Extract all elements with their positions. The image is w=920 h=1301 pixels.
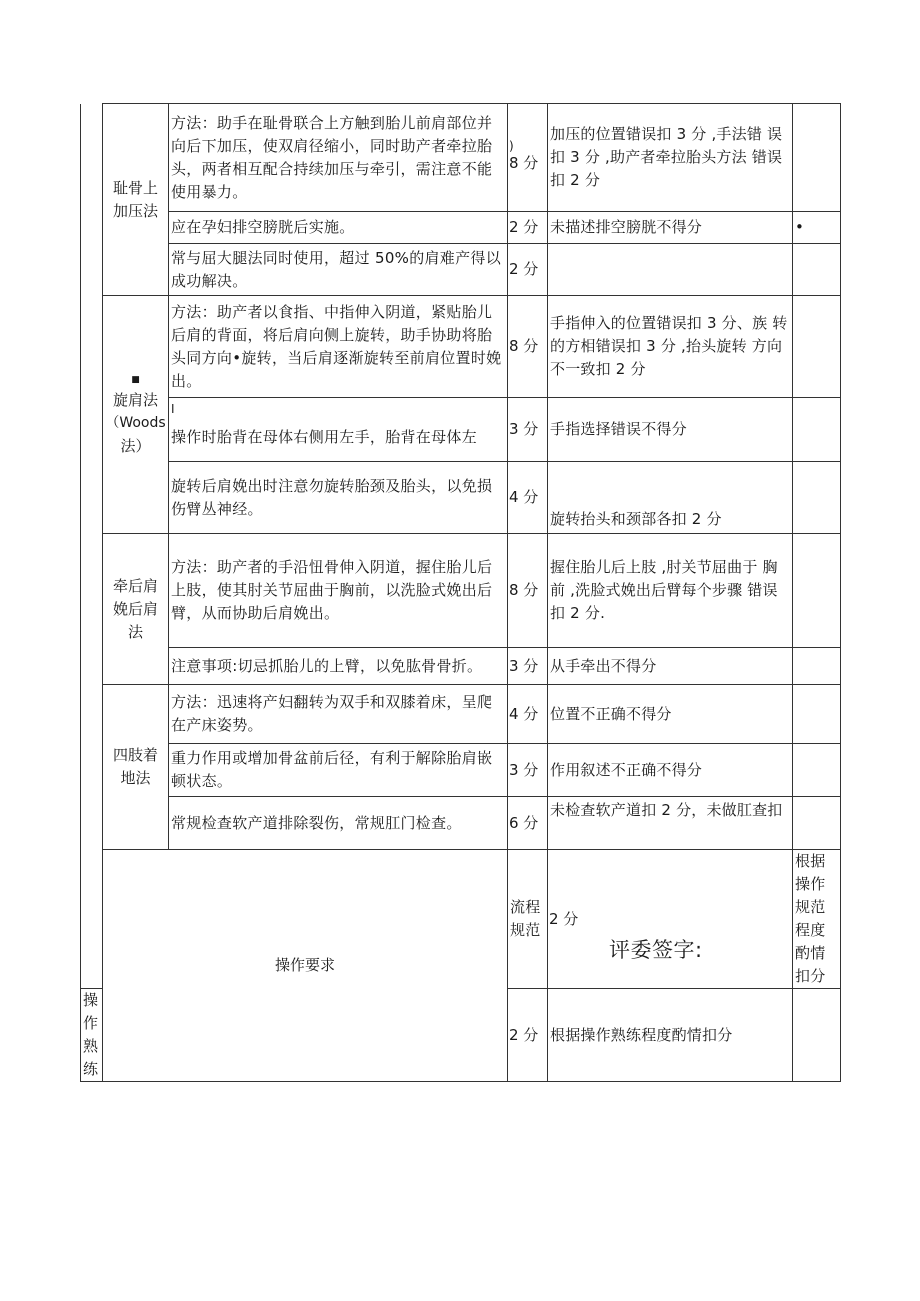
content-cell: 应在孕妇排空膀胱后实施。 xyxy=(169,212,508,244)
method-name-cell xyxy=(103,685,169,850)
score-cell: 6 分 xyxy=(508,797,548,850)
points-cell xyxy=(793,244,841,296)
score-cell: 2 分 xyxy=(508,989,548,1082)
method-name-line: 地法 xyxy=(120,769,151,787)
points-cell xyxy=(793,462,841,534)
method-name-line: 四肢着 xyxy=(112,746,158,764)
points-cell xyxy=(793,212,841,244)
criteria-cell: 加压的位置错误扣 3 分 ,手法错 误扣 3 分 ,助产者牵拉胎头方法 错误扣 2 分 xyxy=(548,104,793,212)
criteria-cell: 未检查软产道扣 2 分，未做肛查扣 xyxy=(548,797,793,850)
score-cell: 3 分 xyxy=(508,744,548,797)
criteria-cell: 握住胎儿后上肢 ,肘关节屈曲于 胸前 ,洗脸式娩出后臂每个步骤 错误扣 2 分. xyxy=(548,534,793,648)
score-value: 8 分 xyxy=(509,154,539,172)
score-cell: 4 分 xyxy=(508,462,548,534)
method-name-line: 娩后肩 xyxy=(112,599,158,618)
method-name-line: 耻骨上 xyxy=(112,178,158,197)
table-row xyxy=(81,462,841,534)
points-cell xyxy=(793,744,841,797)
score-mark: ) xyxy=(509,139,514,153)
content-text: 操作时胎背在母体右侧用左手，胎背在母体左 xyxy=(171,428,478,446)
content-cell: 方法：迅速将产妇翻转为双手和双膝着床，呈爬在产床姿势。 xyxy=(169,685,508,744)
content-cell xyxy=(169,398,508,462)
judge-signature-label: 评委签字: xyxy=(609,938,703,962)
blank-column-cell xyxy=(81,104,103,989)
criteria-cell: 根据操作规范程度酌情扣分 xyxy=(793,850,841,989)
content-cell: 方法：助手在耻骨联合上方触到胎儿前肩部位并向后下加压，使双肩径缩小，同时助产者牵拉胎头，两者相互配合持续加压与牵引，需注意不能使用暴力。 xyxy=(169,104,508,212)
score-cell: 8 分 xyxy=(508,296,548,398)
method-name-cell xyxy=(103,534,169,685)
method-name-line: 旋肩法 xyxy=(112,391,158,409)
points-cell xyxy=(793,685,841,744)
table-row xyxy=(81,296,841,398)
score-cell xyxy=(508,104,548,212)
method-name-line: 牵后肩 xyxy=(112,576,158,595)
content-cell: 常规检查软产道排除裂伤，常规肛门检查。 xyxy=(169,797,508,850)
points-cell xyxy=(793,797,841,850)
content-cell: 方法：助产者的手沿忸骨伸入阴道，握住胎儿后上肢，使其肘关节屈曲于胸前，以洗脸式娩出后臂，从而协助后肩娩出。 xyxy=(169,534,508,648)
score-cell: 2 分 xyxy=(508,212,548,244)
method-name-line: 法） xyxy=(120,437,151,455)
score-cell: 3 分 xyxy=(508,398,548,462)
points-cell xyxy=(793,648,841,685)
content-cell: 旋转后肩娩出时注意勿旋转胎颈及胎头，以免损伤臂丛神经。 xyxy=(169,462,508,534)
table-row xyxy=(81,797,841,850)
table-row xyxy=(81,685,841,744)
method-name-cell xyxy=(103,296,169,534)
score-cell: 2 分 xyxy=(508,244,548,296)
score-cell: 3 分 xyxy=(508,648,548,685)
table-row xyxy=(81,744,841,797)
criteria-cell xyxy=(548,244,793,296)
content-cell: 注意事项:切忌抓胎儿的上臂，以免肱骨骨折。 xyxy=(169,648,508,685)
table-row xyxy=(81,534,841,648)
score-cell: 2 分 xyxy=(548,850,793,989)
table-row xyxy=(81,104,841,212)
content-cell: 操作熟练 xyxy=(81,989,103,1082)
criteria-cell: 手指选择错误不得分 xyxy=(548,398,793,462)
points-cell xyxy=(793,104,841,212)
criteria-cell: 位置不正确不得分 xyxy=(548,685,793,744)
content-cell: 常与屈大腿法同时使用，超过 50%的肩难产得以成功解决。 xyxy=(169,244,508,296)
method-name-line: 法 xyxy=(127,622,143,641)
content-cell: 重力作用或增加骨盆前后径，有利于解除胎肩嵌顿状态。 xyxy=(169,744,508,797)
method-name-line: （Woods xyxy=(105,415,166,431)
content-cell: 方法：助产者以食指、中指伸入阴道，紧贴胎儿后肩的背面，将后肩向侧上旋转，助手协助将胎头同方向•旋转，当后肩逐渐旋转至前肩位置时娩出。 xyxy=(169,296,508,398)
table-row xyxy=(81,244,841,296)
method-name-cell xyxy=(103,104,169,296)
criteria-cell: 手指伸入的位置错误扣 3 分、族 转的方相错误扣 3 分 ,抬头旋转 方向不一致扣 2 分 xyxy=(548,296,793,398)
scoring-table xyxy=(80,103,841,1082)
points-cell xyxy=(793,296,841,398)
score-cell: 8 分 xyxy=(508,534,548,648)
square-mark: ■ xyxy=(131,375,140,385)
content-cell: 流程规范 xyxy=(508,850,548,989)
table-row xyxy=(81,398,841,462)
criteria-cell: 旋转抬头和颈部各扣 2 分 xyxy=(548,462,793,534)
points-cell xyxy=(793,989,841,1082)
points-cell xyxy=(793,398,841,462)
criteria-cell: 从手牵出不得分 xyxy=(548,648,793,685)
bullet-mark: • xyxy=(795,218,804,236)
table-row xyxy=(81,212,841,244)
content-mark: I xyxy=(171,402,175,416)
criteria-cell: 未描述排空膀胱不得分 xyxy=(548,212,793,244)
criteria-cell: 根据操作熟练程度酌情扣分 xyxy=(548,989,793,1082)
table-row xyxy=(81,850,841,989)
criteria-cell: 作用叙述不正确不得分 xyxy=(548,744,793,797)
score-cell: 4 分 xyxy=(508,685,548,744)
method-name-line: 加压法 xyxy=(112,201,158,220)
points-cell xyxy=(793,534,841,648)
table-row xyxy=(81,648,841,685)
requirements-label-cell: 操作要求 xyxy=(103,850,508,1082)
